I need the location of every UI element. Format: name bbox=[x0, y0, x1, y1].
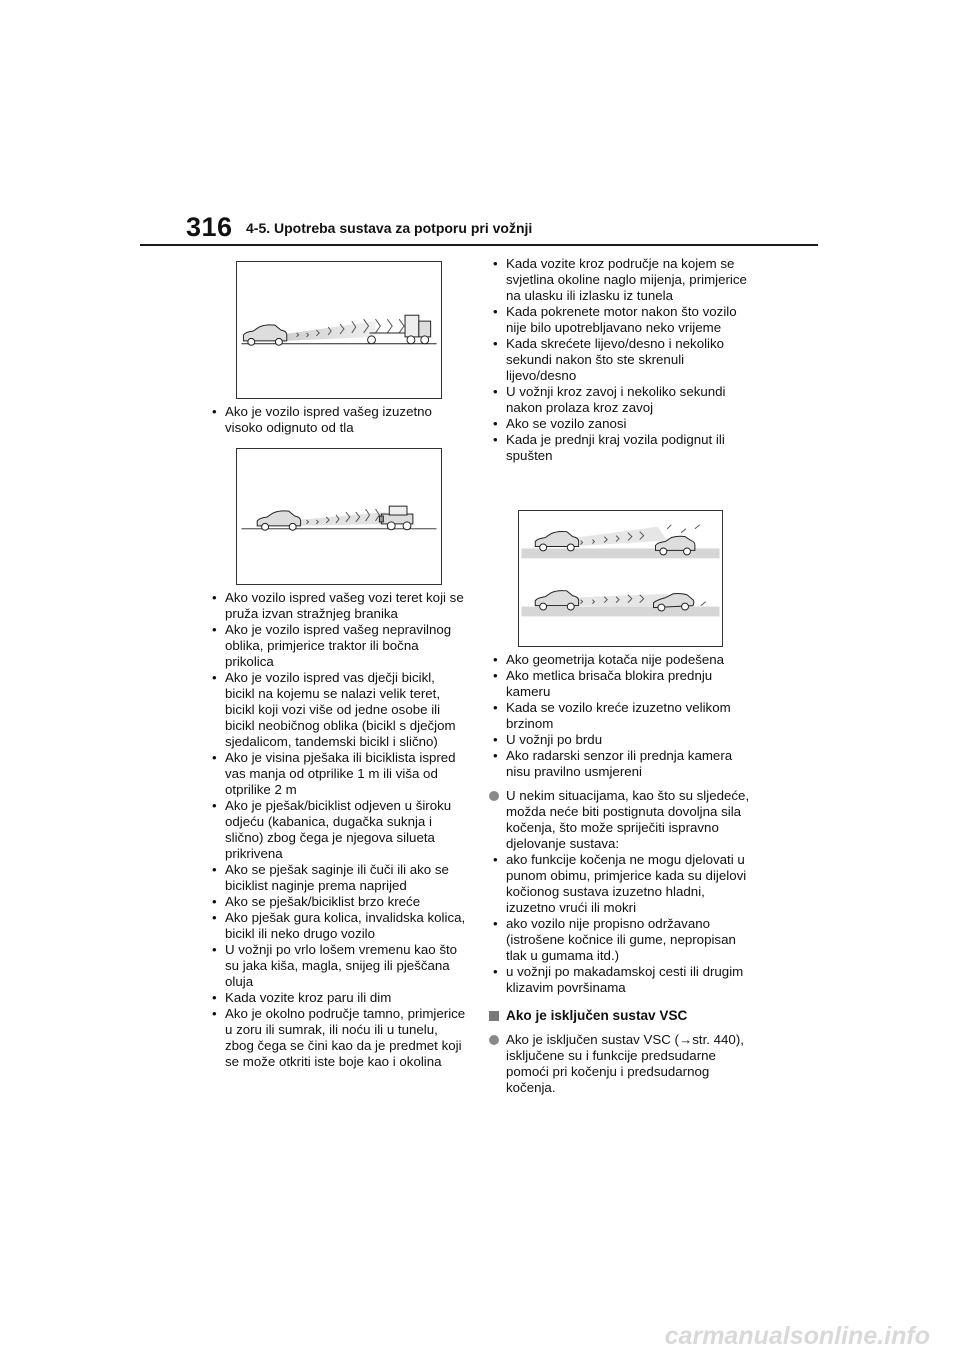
list-item: • Kada je prednji kraj vozila podignut ili spušten bbox=[489, 432, 751, 464]
note-paragraph-vsc: Ako je isključen sustav VSC (→str. 440), isključene su i funkcije predsudarne pomoći pri kočenju i predsudarnog kočenja. bbox=[489, 1032, 754, 1096]
right-column-bottom bbox=[489, 652, 754, 1096]
list-item: • Kada pokrenete motor nakon što vozilo nije bilo upotrebljavano neko vrijeme bbox=[489, 304, 751, 336]
list-item: • U vožnji kroz zavoj i nekoliko sekundi nakon prolaza kroz zavoj bbox=[489, 384, 751, 416]
list-item: • Ako pješak gura kolica, invalidska kolica, bicikl ili neko drugo vozilo bbox=[208, 910, 466, 942]
section-title: 4-5. Upotreba sustava za potporu pri vožnji bbox=[246, 220, 533, 236]
list-item: • U vožnji po brdu bbox=[489, 732, 754, 748]
list-item: • Ako je vozilo ispred vašeg izuzetno visoko odignuto od tla bbox=[208, 404, 466, 436]
list-item: • Ako metlica brisača blokira prednju kameru bbox=[489, 668, 754, 700]
list-item: • Ako geometrija kotača nije podešena bbox=[489, 652, 754, 668]
list-item: • Ako radarski senzor ili prednja kamera nisu pravilno usmjereni bbox=[489, 748, 754, 780]
list-item: • ako funkcije kočenja ne mogu djelovati u punom obimu, primjerice kada su dijelovi kočionog sustava izuzetno hladni, izuzetno vrući ili mokri bbox=[489, 852, 754, 916]
list-item: • Ako je vozilo ispred vašeg nepravilnog oblika, primjerice traktor ili bočna prikolica bbox=[208, 622, 466, 670]
left-column-caption-1 bbox=[208, 404, 466, 436]
list-item: • Kada skrećete lijevo/desno i nekoliko sekundi nakon što ste skrenuli lijevo/desno bbox=[489, 336, 751, 384]
list-item: • ako vozilo nije propisno održavano (istrošene kočnice ili gume, nepropisan tlak u gumama itd.) bbox=[489, 916, 754, 964]
illustration-raised-truck bbox=[236, 261, 442, 399]
square-bullet-icon bbox=[489, 1011, 499, 1021]
list-item: • Ako je visina pješaka ili biciklista ispred vas manja od otprilike 1 m ili viša od otprilike 2 m bbox=[208, 750, 466, 798]
list-item: • Ako vozilo ispred vašeg vozi teret koji se pruža izvan stražnjeg branika bbox=[208, 590, 466, 622]
list-item: • Ako se pješak saginje ili čuči ili ako se biciklist naginje prema naprijed bbox=[208, 862, 466, 894]
list-item: • U vožnji po vrlo lošem vremenu kao što su jaka kiša, magla, snijeg ili pješčana oluja bbox=[208, 942, 466, 990]
illustration-curve-and-skid bbox=[518, 510, 723, 647]
left-column-bullets bbox=[208, 590, 466, 1070]
note-paragraph-braking: U nekim situacijama, kao što su sljedeće, možda neće biti postignuta dovoljna sila kočenja, što može spriječiti ispravno djelovanje sustava: bbox=[489, 788, 754, 852]
list-item: • Kada vozite kroz područje na kojem se svjetlina okoline naglo mijenja, primjerice na ulasku ili izlasku iz tunela bbox=[489, 256, 751, 304]
circle-bullet-icon bbox=[489, 1035, 499, 1045]
list-item: • Ako se pješak/biciklist brzo kreće bbox=[208, 894, 466, 910]
list-item: • Kada se vozilo kreće izuzetno velikom brzinom bbox=[489, 700, 754, 732]
circle-bullet-icon bbox=[489, 791, 499, 801]
list-item: • Ako se vozilo zanosi bbox=[489, 416, 751, 432]
illustration-overhanging-load bbox=[236, 448, 442, 585]
watermark: carmanualsonline.info bbox=[664, 1322, 930, 1350]
list-item: • Ako je pješak/biciklist odjeven u široku odjeću (kabanica, dugačka suknja i slično) zbog čega je njegova silueta prikrivena bbox=[208, 798, 466, 862]
subheading-vsc-off: Ako je isključen sustav VSC bbox=[489, 1008, 754, 1024]
list-item: • Kada vozite kroz paru ili dim bbox=[208, 990, 466, 1006]
list-item: • u vožnji po makadamskoj cesti ili drugim klizavim površinama bbox=[489, 964, 754, 996]
list-item: • Ako je vozilo ispred vas dječji bicikl, bicikl na kojemu se nalazi velik teret, bicikl koji vozi više od jedne osobe ili bicikl neobičnog oblika (bicikl s dječjom sjedalicom, tandemski bicikl i slično) bbox=[208, 670, 466, 750]
header-rule bbox=[140, 244, 818, 246]
page-number: 316 bbox=[186, 212, 233, 242]
right-column-top bbox=[489, 256, 751, 464]
list-item: • Ako je okolno područje tamno, primjerice u zoru ili sumrak, ili noću ili u tunelu, zbog čega se čini kao da je predmet koji se može otkriti iste boje kao i okolina bbox=[208, 1006, 466, 1070]
